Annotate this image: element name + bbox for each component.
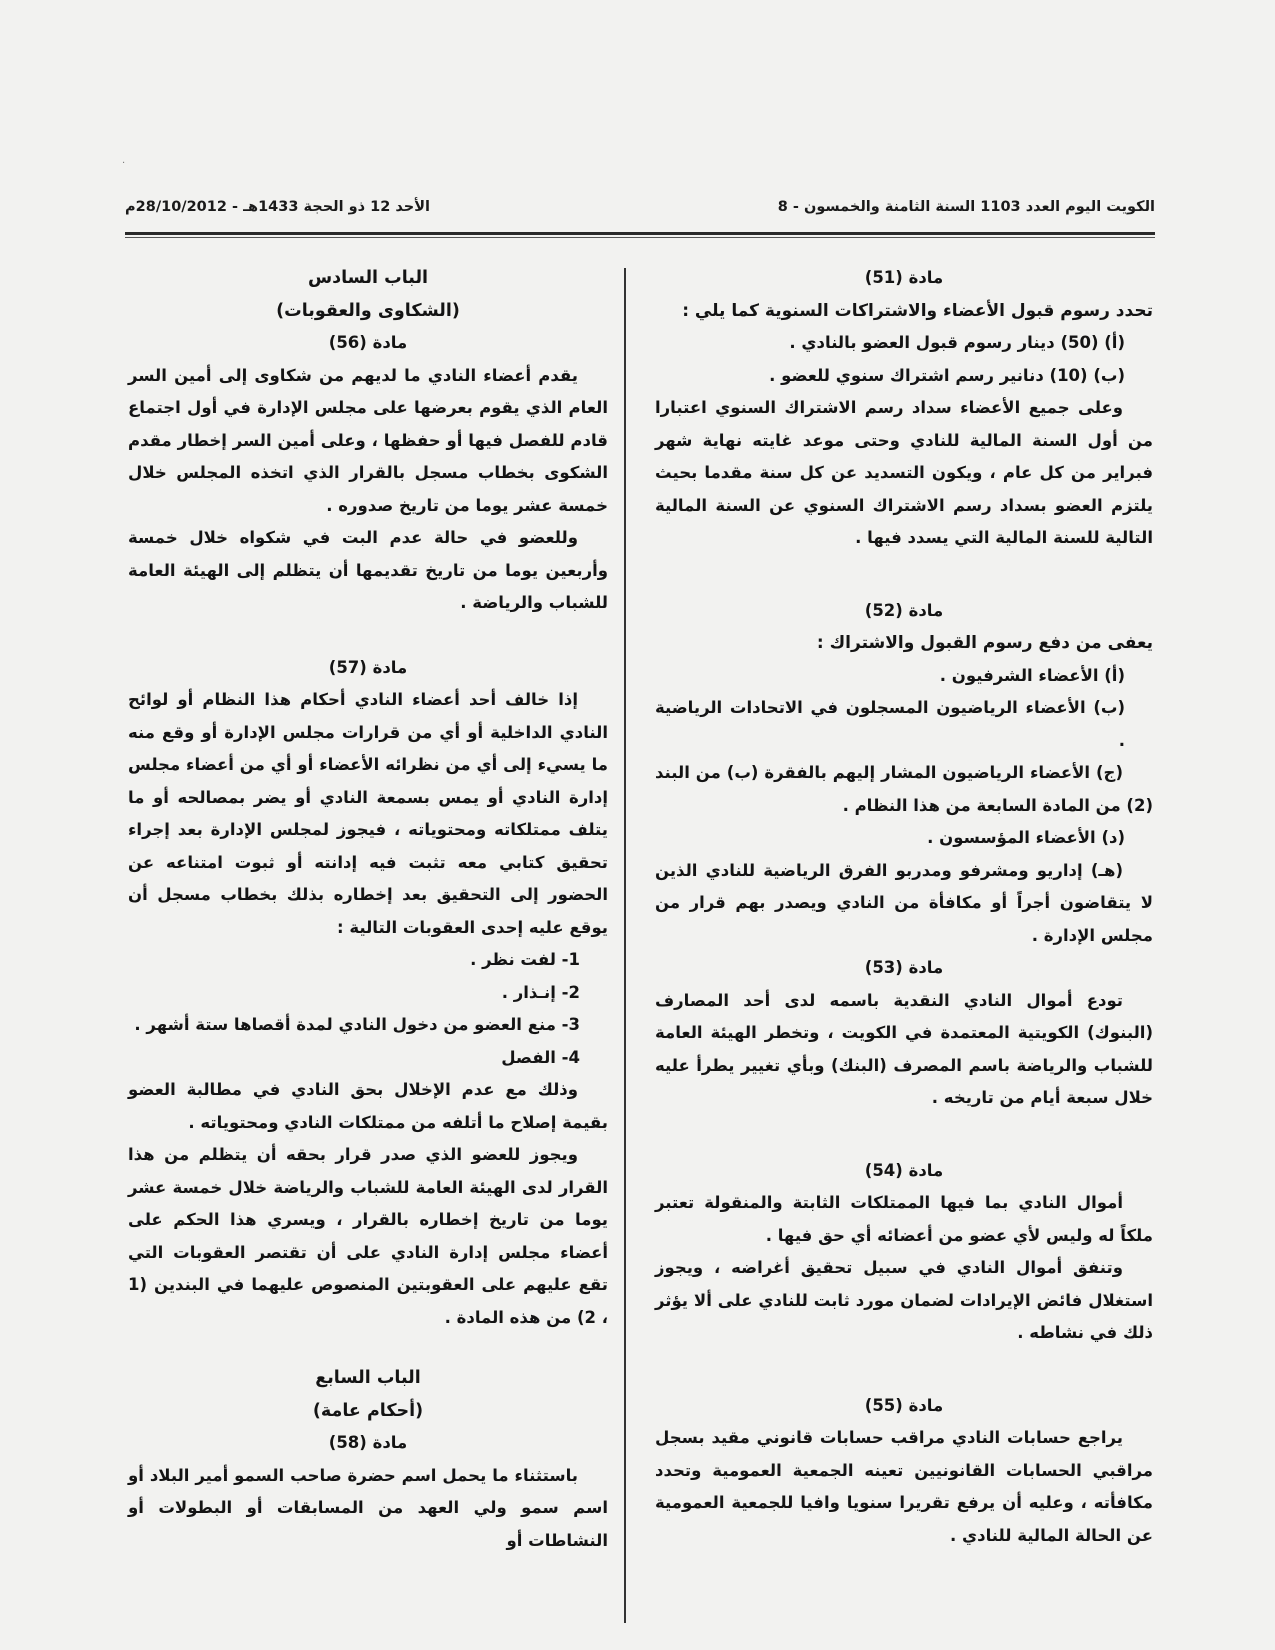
- column-divider: [624, 268, 626, 1623]
- article-52-item-b: (ب) الأعضاء الرياضيون المسجلون في الاتحادات الرياضية .: [655, 698, 1125, 750]
- left-column: [128, 262, 608, 1557]
- article-51-item-a: (أ) (50) دينار رسوم قبول العضو بالنادي .: [789, 333, 1125, 352]
- article-57-paragraph-2: وذلك مع عدم الإخلال بحق النادي في مطالبة العضو بقيمة إصلاح ما أتلفه من ممتلكات النادي ومحتوياته .: [128, 1080, 608, 1132]
- article-53-title: مادة (53): [864, 958, 944, 977]
- article-55-title: مادة (55): [864, 1395, 944, 1415]
- article-56-paragraph-2: وللعضو في حالة عدم البت في شكواه خلال خمسة وأربعين يوما من تاريخ تقديمها أن يتظلم إلى الهيئة العامة للشباب والرياضة .: [128, 528, 608, 612]
- article-56-title: مادة (56): [328, 333, 408, 352]
- chapter-7-subtitle: (أحكام عامة): [312, 1400, 424, 1421]
- article-57-paragraph-3: ويجوز للعضو الذي صدر قرار بحقه أن يتظلم من هذا القرار لدى الهيئة العامة للشباب والرياضة خلال خمسة عشر يوما من تاريخ إخطاره بالقرار ، ويسري هذا الحكم على أعضاء مجلس إدارة النادي على أن تقتصر العقوبات التي تقع عليهم على العقوبتين المنصوص عليهما في البندين (1 ، 2) من هذه المادة .: [128, 1145, 608, 1327]
- article-51-title: مادة (51): [864, 268, 944, 287]
- article-51-paragraph: وعلى جميع الأعضاء سداد رسم الاشتراك السنوي اعتبارا من أول السنة المالية للنادي وحتى موعد غايته نهاية شهر فبراير من كل عام ، ويكون التسديد عن كل سنة مقدما بحيث يلتزم العضو بسداد رسم الاشتراك السنوي عن السنة المالية التالية للسنة المالية التي يسدد فيها .: [655, 398, 1153, 547]
- article-57-paragraph-1: إذا خالف أحد أعضاء النادي أحكام هذا النظام أو لوائح النادي الداخلية أو أي من قرارات مجلس الإدارة أو وقع منه ما يسيء إلى أي من نظرائه الأعضاء أو أي من أعضاء مجلس إدارة النادي أو يمس بسمعة النادي أو يضر بمصالحه أو ما يتلف ممتلكاته ومحتوياته ، فيجوز لمجلس الإدارة بعد إجراء تحقيق كتابي معه تثبت فيه إدانته أو ثبوت امتناعه عن الحضور إلى التحقيق بعد إخطاره بذلك بخطاب مسجل أن يوقع عليه إحدى العقوبات التالية :: [128, 690, 608, 937]
- article-52-item-d: (د) الأعضاء المؤسسون .: [927, 828, 1125, 847]
- article-52-item-e: (هـ) إداريو ومشرفو ومدربو الفرق الرياضية للنادي الذين لا يتقاضون أجراً أو مكافأة من النادي ويصدر بهم قرار من مجلس الإدارة .: [655, 860, 1153, 945]
- page-header: [125, 197, 1155, 223]
- article-52-item-a: (أ) الأعضاء الشرفيون .: [939, 665, 1125, 685]
- article-57-item-4: 4- الفصل: [501, 1047, 580, 1067]
- article-57-item-2: 2- إنـذار .: [501, 982, 580, 1002]
- header-rule: [125, 232, 1155, 235]
- article-58-title: مادة (58): [328, 1433, 408, 1452]
- article-54-paragraph-1: أموال النادي بما فيها الممتلكات الثابتة والمنقولة تعتبر ملكاً له وليس لأي عضو من أعضائه أي حق فيها .: [655, 1193, 1153, 1245]
- article-57-item-1: 1- لفت نظر .: [470, 950, 580, 969]
- article-55-paragraph: يراجع حسابات النادي مراقب حسابات قانوني مقيد بسجل مراقبي الحسابات القانونيين تعينه الجمعية العمومية وتحدد مكافأته ، وعليه أن يرفع تقريرا سنويا وافيا للجمعية العمومية عن الحالة المالية للنادي .: [655, 1428, 1153, 1545]
- chapter-7-title: الباب السابع: [315, 1368, 421, 1388]
- right-column: [655, 262, 1153, 1552]
- article-58-paragraph: باستثناء ما يحمل اسم حضرة صاحب السمو أمير البلاد أو اسم سمو ولي العهد من المسابقات أو البطولات أو النشاطات أو: [128, 1465, 608, 1550]
- header-issue: الكويت اليوم العدد 1103 السنة الثامنة والخمسون - 8: [777, 199, 1155, 215]
- article-53-paragraph: تودع أموال النادي النقدية باسمه لدى أحد المصارف (البنوك) الكويتية المعتمدة في الكويت ، وتخطر الهيئة العامة للشباب والرياضة باسم المصرف (البنك) وبأي تغيير يطرأ عليه خلال سبعة أيام من تاريخه .: [655, 990, 1153, 1107]
- article-57-title: مادة (57): [328, 657, 408, 677]
- scan-mark: ·: [122, 158, 126, 169]
- article-52-title: مادة (52): [864, 600, 944, 620]
- article-54-paragraph-2: وتنفق أموال النادي في سبيل تحقيق أغراضه ، ويجوز استغلال فائض الإيرادات لضمان مورد ثابت للنادي على ألا يؤثر ذلك في نشاطه .: [655, 1258, 1153, 1342]
- chapter-6-title: الباب السادس: [307, 268, 429, 288]
- article-54-title: مادة (54): [864, 1160, 944, 1180]
- chapter-6-subtitle: (الشكاوى والعقوبات): [276, 300, 460, 321]
- header-rule-thin: [125, 237, 1155, 238]
- header-date: الأحد 12 ذو الحجة 1433هـ - 28/10/2012م: [125, 199, 430, 215]
- article-56-paragraph-1: يقدم أعضاء النادي ما لديهم من شكاوى إلى أمين السر العام الذي يقوم بعرضها على مجلس الإدارة في أول اجتماع قادم للفصل فيها أو حفظها ، وعلى أمين السر إخطار مقدم الشكوى بخطاب مسجل بالقرار الذي اتخذه المجلس خلال خمسة عشر يوما من تاريخ صدوره .: [128, 365, 608, 515]
- article-51-intro: تحدد رسوم قبول الأعضاء والاشتراكات السنوية كما يلي :: [682, 300, 1153, 321]
- article-52-item-c: (ج) الأعضاء الرياضيون المشار إليهم بالفقرة (ب) من البند (2) من المادة السابعة من هذا النظام .: [655, 763, 1153, 815]
- article-52-intro: يعفى من دفع رسوم القبول والاشتراك :: [816, 633, 1153, 653]
- article-51-item-b: (ب) (10) دنانير رسم اشتراك سنوي للعضو .: [769, 365, 1125, 385]
- article-57-item-3: 3- منع العضو من دخول النادي لمدة أقصاها ستة أشهر .: [134, 1015, 580, 1034]
